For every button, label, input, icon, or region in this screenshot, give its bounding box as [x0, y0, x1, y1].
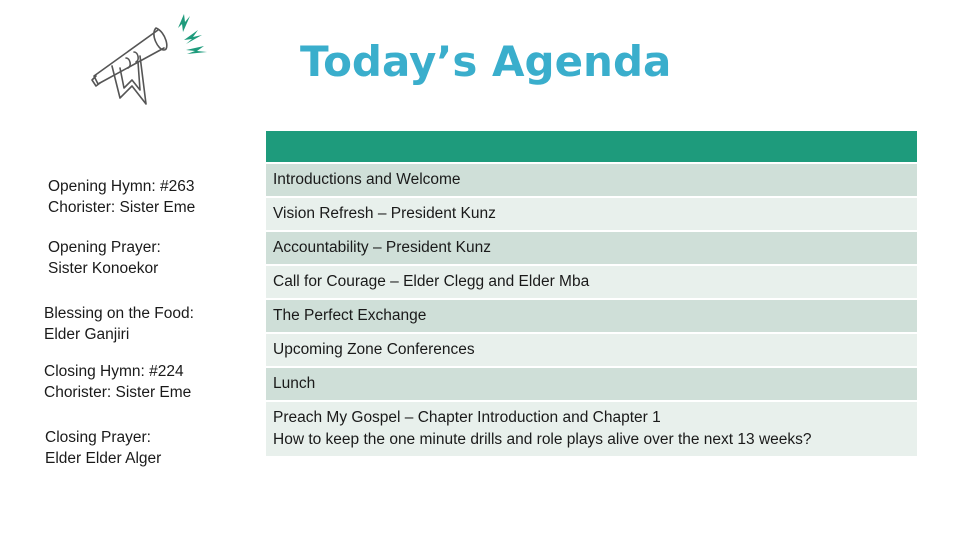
opening-prayer-block: [48, 237, 161, 279]
agenda-header-row: [266, 131, 917, 163]
closing-prayer-block: [45, 427, 161, 469]
blessing-food-block: [44, 303, 194, 345]
agenda-item-text: Vision Refresh – President Kunz: [273, 205, 496, 222]
agenda-table: [266, 131, 917, 458]
agenda-item-subtext: How to keep the one minute drills and role plays alive over the next 13 weeks?: [273, 431, 812, 448]
agenda-header-cell: [266, 131, 917, 163]
trumpet-icon: [86, 6, 216, 116]
agenda-item-text: Introductions and Welcome: [273, 171, 461, 188]
opening-hymn-label: Opening Hymn: #263: [48, 178, 195, 195]
blessing-food-label: Blessing on the Food:: [44, 305, 194, 322]
table-row: [266, 401, 917, 457]
closing-hymn-label: Closing Hymn: #224: [44, 363, 184, 380]
table-row: [266, 333, 917, 367]
opening-hymn-block: [48, 176, 195, 218]
closing-prayer-name: Elder Elder Alger: [45, 450, 162, 467]
agenda-item: [266, 265, 917, 299]
agenda-item: [266, 163, 917, 197]
opening-hymn-chorister: Chorister: Sister Eme: [48, 199, 196, 216]
opening-prayer-label: Opening Prayer:: [48, 239, 161, 256]
table-row: [266, 231, 917, 265]
blessing-food-name: Elder Ganjiri: [44, 326, 130, 343]
agenda-item-text: Upcoming Zone Conferences: [273, 341, 475, 358]
agenda-item: [266, 333, 917, 367]
agenda-item-text: Lunch: [273, 375, 316, 392]
table-row: [266, 367, 917, 401]
opening-prayer-name: Sister Konoekor: [48, 260, 159, 277]
closing-hymn-block: [44, 361, 191, 403]
page-title: Today’s Agenda: [300, 37, 672, 86]
agenda-item-text: Accountability – President Kunz: [273, 239, 491, 256]
table-row: [266, 265, 917, 299]
closing-prayer-label: Closing Prayer:: [45, 429, 151, 446]
agenda-item: [266, 299, 917, 333]
agenda-item-text: The Perfect Exchange: [273, 307, 427, 324]
agenda-item-text: Preach My Gospel – Chapter Introduction and Chapter 1: [273, 409, 661, 426]
table-row: [266, 163, 917, 197]
agenda-item: [266, 197, 917, 231]
table-row: [266, 299, 917, 333]
table-row: [266, 197, 917, 231]
agenda-item: [266, 401, 917, 457]
agenda-item: [266, 367, 917, 401]
closing-hymn-chorister: Chorister: Sister Eme: [44, 384, 192, 401]
agenda-item-text: Call for Courage – Elder Clegg and Elder Mba: [273, 273, 590, 290]
agenda-item: [266, 231, 917, 265]
